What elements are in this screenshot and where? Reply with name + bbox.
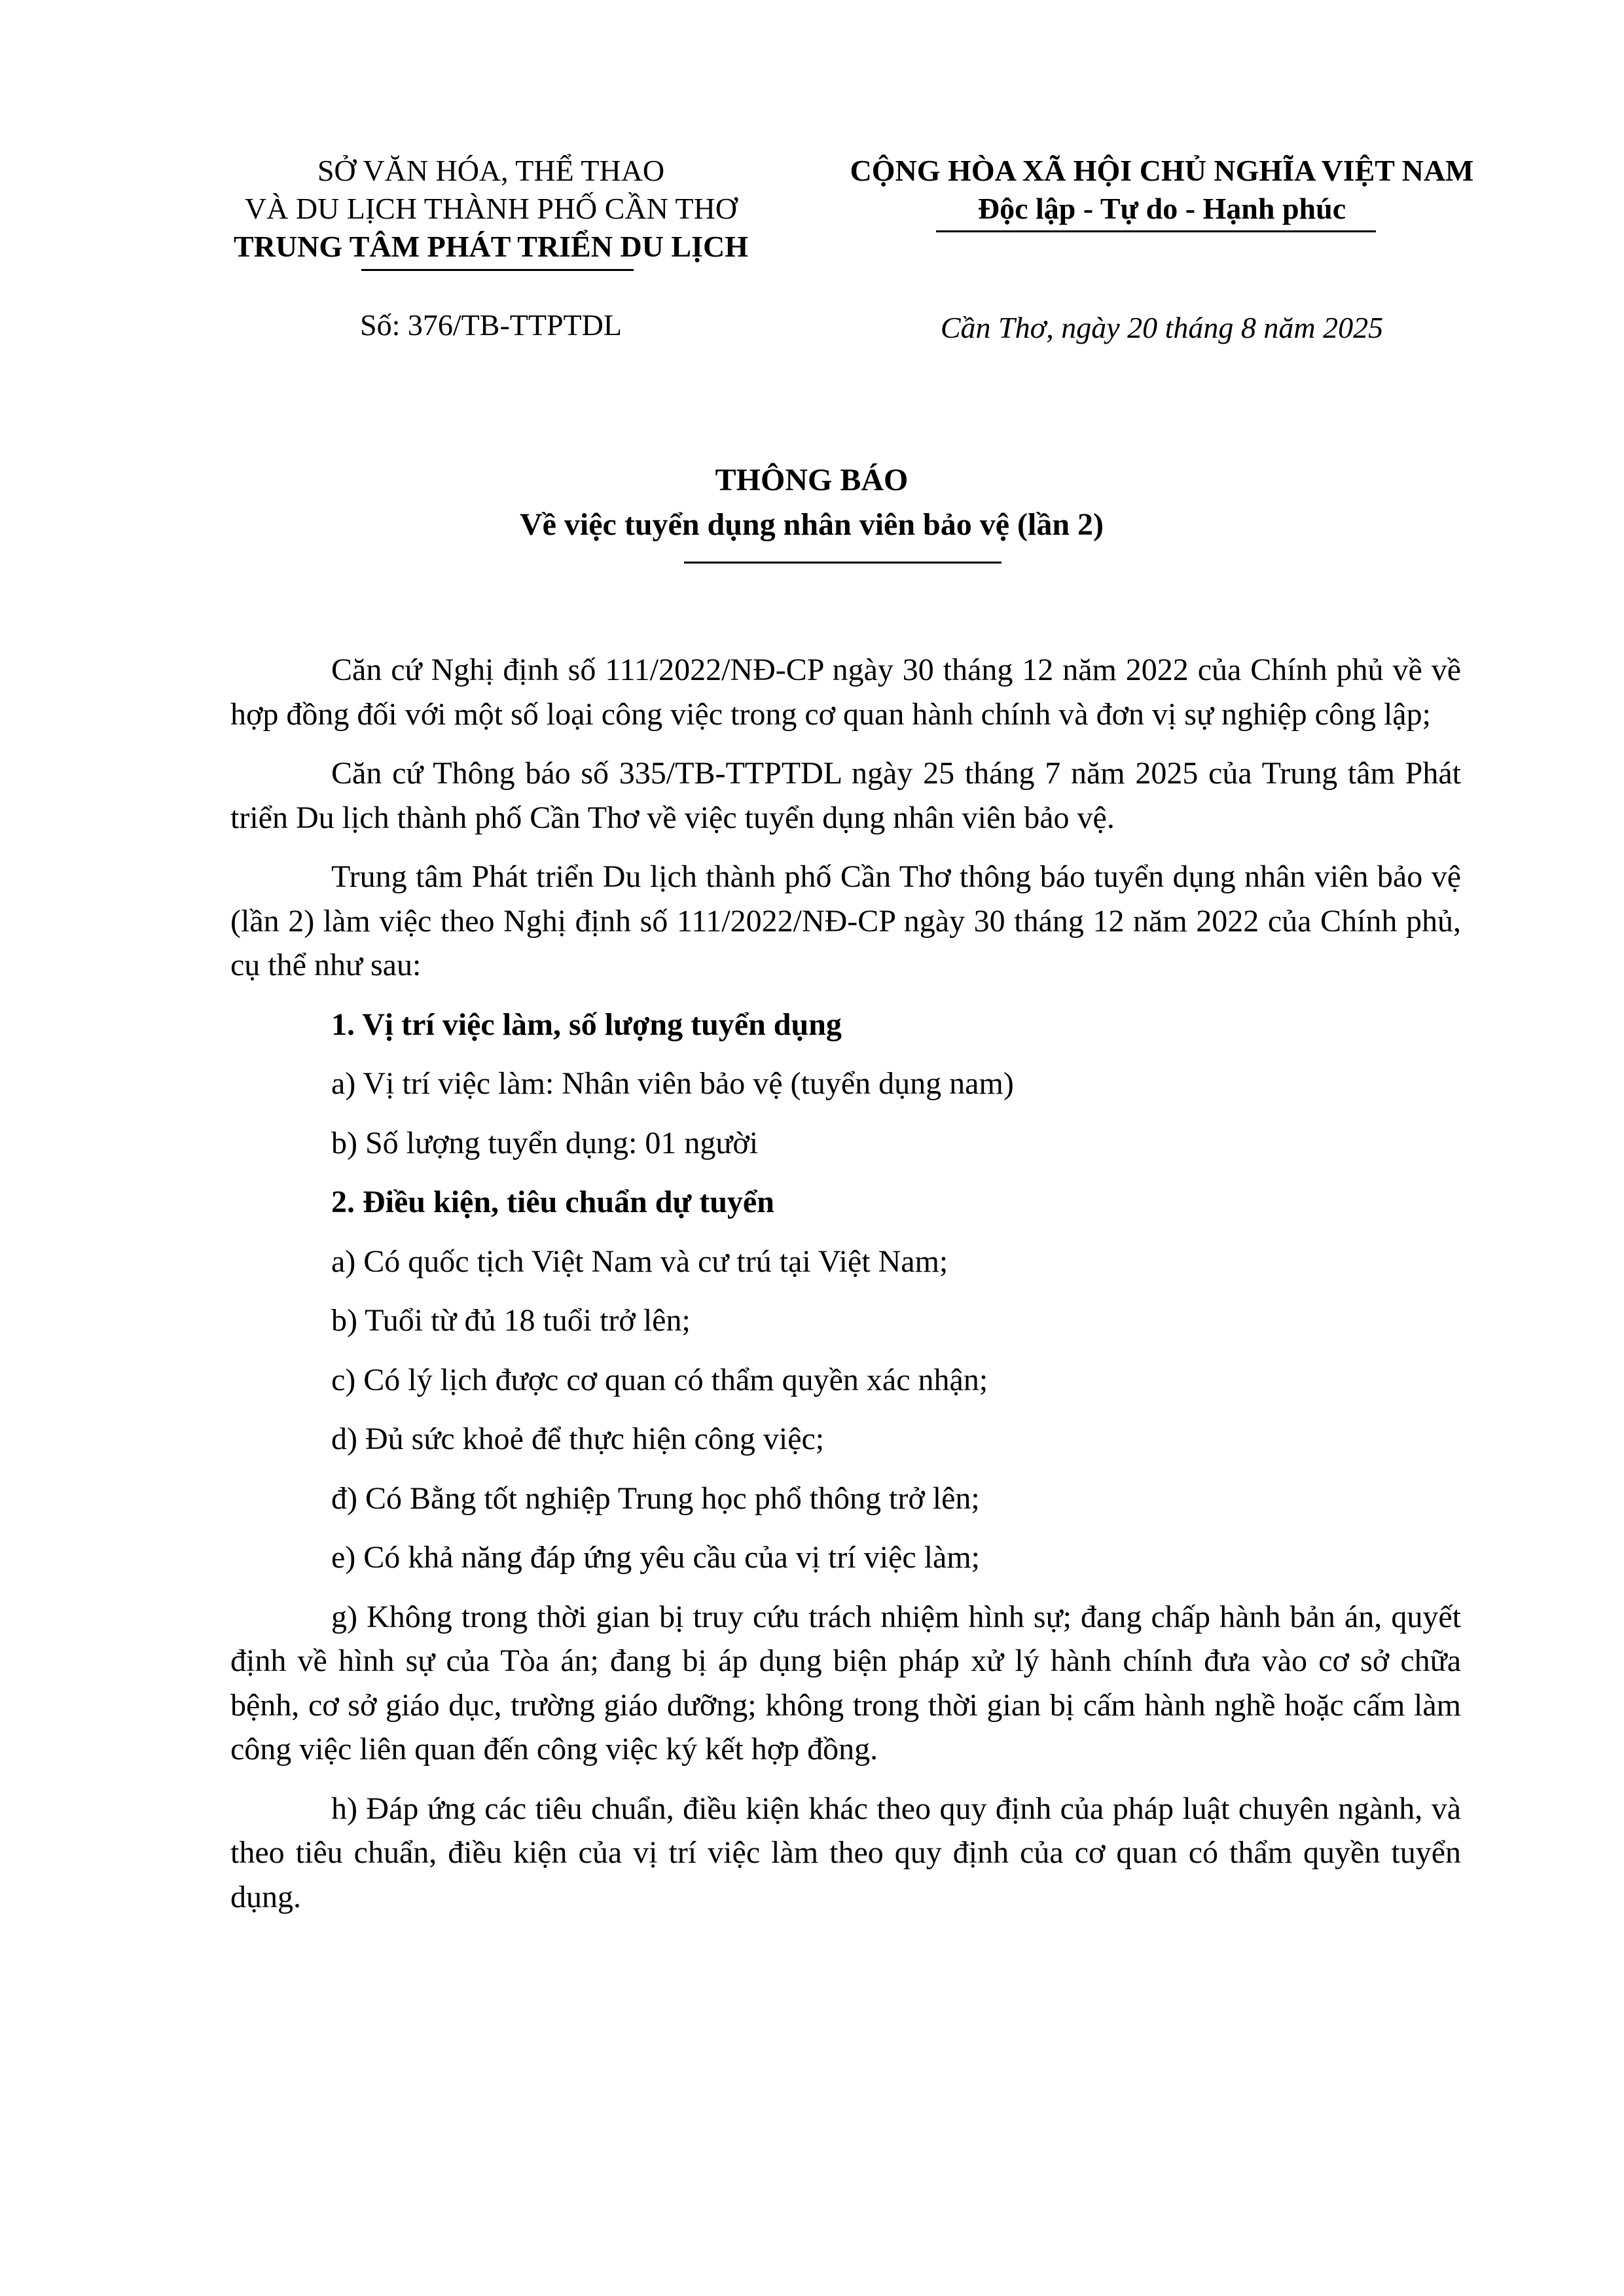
- title-line-2: Về việc tuyển dụng nhân viên bảo vệ (lần 2): [519, 507, 1104, 542]
- agency-underline: [361, 269, 634, 271]
- place-and-date: Cần Thơ, ngày 20 tháng 8 năm 2025: [940, 311, 1384, 344]
- issuing-agency: [196, 152, 785, 266]
- section-2-item-d: d) Đủ sức khoẻ để thực hiện công việc;: [331, 1422, 825, 1456]
- agency-line-2: VÀ DU LỊCH THÀNH PHỐ CẦN THƠ: [244, 192, 738, 225]
- title-underline: [684, 562, 1001, 564]
- section-2-item-a: a) Có quốc tịch Việt Nam và cư trú tại Việt Nam;: [331, 1244, 948, 1279]
- national-motto: [812, 152, 1512, 228]
- document-title: [196, 458, 1427, 547]
- section-2-item-g: g) Không trong thời gian bị truy cứu trách nhiệm hình sự; đang chấp hành bản án, quyết định về hình sự của Tòa án; đang bị áp dụng biện pháp xử lý hành chính đưa vào cơ sở chữa bệnh, cơ sở giáo dục, trường giáo dưỡng; không trong thời gian bị cấm hành nghề hoặc cấm làm công việc liên quan đến công việc ký kết hợp đồng.: [230, 1599, 1461, 1767]
- nation-name: CỘNG HÒA XÃ HỘI CHỦ NGHĨA VIỆT NAM: [850, 154, 1474, 187]
- section-1-heading: 1. Vị trí việc làm, số lượng tuyển dụng: [331, 1007, 842, 1042]
- nation-motto: Độc lập - Tự do - Hạnh phúc: [977, 192, 1346, 225]
- section-2-item-b: b) Tuổi từ đủ 18 tuổi trở lên;: [331, 1303, 691, 1338]
- section-1-item-a: a) Vị trí việc làm: Nhân viên bảo vệ (tuyển dụng nam): [331, 1066, 1014, 1101]
- section-2-heading: 2. Điều kiện, tiêu chuẩn dự tuyển: [331, 1185, 774, 1219]
- section-2-item-e: e) Có khả năng đáp ứng yêu cầu của vị trí việc làm;: [331, 1540, 981, 1575]
- paragraph-legal-basis-1: Căn cứ Nghị định số 111/2022/NĐ-CP ngày 30 tháng 12 năm 2022 của Chính phủ về về hợp đồng đối với một số loại công việc trong cơ quan hành chính và đơn vị sự nghiệp công lập;: [230, 653, 1461, 732]
- agency-line-1: SỞ VĂN HÓA, THỂ THAO: [317, 154, 665, 187]
- motto-underline: [936, 230, 1376, 232]
- section-1-item-b: b) Số lượng tuyển dụng: 01 người: [331, 1125, 759, 1160]
- agency-line-3: TRUNG TÂM PHÁT TRIỂN DU LỊCH: [234, 230, 748, 263]
- section-2-item-h: h) Đáp ứng các tiêu chuẩn, điều kiện khác theo quy định của pháp luật chuyên ngành, và theo tiêu chuẩn, điều kiện của vị trí việc làm theo quy định của cơ quan có thẩm quyền tuyển dụng.: [230, 1791, 1461, 1914]
- section-2-item-dd: đ) Có Bằng tốt nghiệp Trung học phổ thông trở lên;: [331, 1480, 980, 1516]
- document-body: [230, 648, 1461, 1934]
- title-line-1: THÔNG BÁO: [715, 463, 909, 497]
- paragraph-legal-basis-2: Căn cứ Thông báo số 335/TB-TTPTDL ngày 25 tháng 7 năm 2025 của Trung tâm Phát triển Du lịch thành phố Cần Thơ về việc tuyển dụng nhân viên bảo vệ.: [230, 756, 1461, 835]
- section-2-item-c: c) Có lý lịch được cơ quan có thẩm quyền xác nhận;: [331, 1362, 988, 1397]
- paragraph-announcement: Trung tâm Phát triển Du lịch thành phố Cần Thơ thông báo tuyển dụng nhân viên bảo vệ (lần 2) làm việc theo Nghị định số 111/2022/NĐ-CP ngày 30 tháng 12 năm 2022 của Chính phủ, cụ thể như sau:: [230, 859, 1461, 982]
- document-number: Số: 376/TB-TTPTDL: [360, 308, 622, 342]
